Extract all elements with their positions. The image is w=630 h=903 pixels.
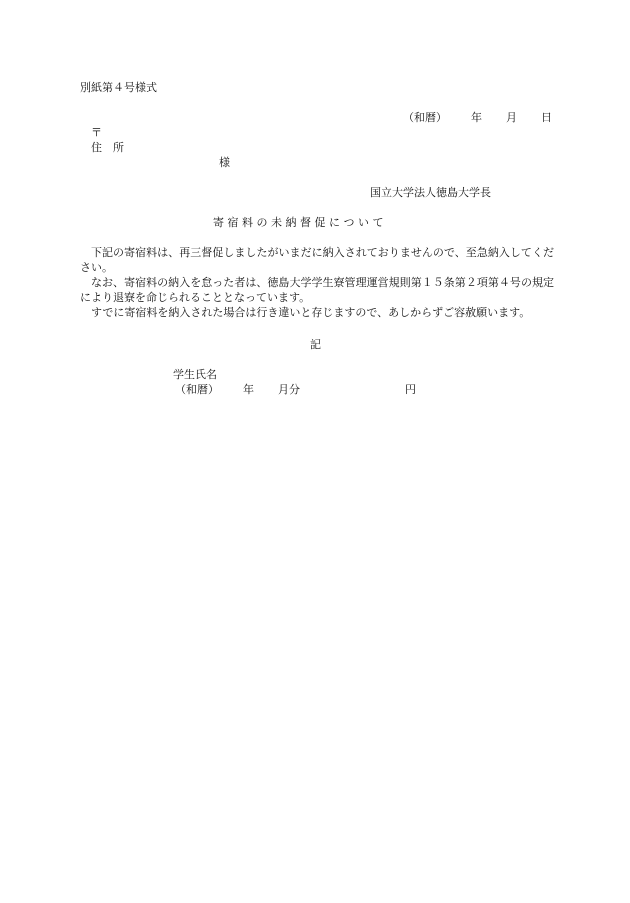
document-title: 寄 宿 料 の 未 納 督 促 に つ い て [213, 216, 384, 229]
fee-era: （和暦） [175, 383, 219, 396]
postal-mark: 〒 [91, 126, 102, 139]
body-paragraph-2: なお、寄宿料の納入を怠った者は、徳島大学学生寮管理運営規則第１５条第２項第４号の規定により退寮を命じられることとなっています。 [80, 276, 554, 304]
student-name-label: 学生氏名 [173, 368, 217, 381]
address-label: 住 所 [91, 141, 124, 154]
fee-month-portion: 月分 [278, 383, 300, 396]
date-era: （和暦） [403, 111, 447, 124]
date-year: 年 [471, 111, 482, 124]
body-paragraph-1: 下記の寄宿料は、再三督促しましたがいまだに納入されておりませんので、至急納入してください。 [80, 246, 554, 274]
body-paragraph-3: すでに寄宿料を納入された場合は行き違いと存じますので、あしからずご容赦願います。 [91, 306, 531, 319]
fee-yen: 円 [405, 383, 416, 396]
honorific: 様 [219, 156, 230, 169]
form-label: 別紙第４号様式 [80, 81, 157, 94]
date-month: 月 [506, 111, 517, 124]
date-day: 日 [541, 111, 552, 124]
sender: 国立大学法人徳島大学長 [370, 186, 491, 199]
fee-year: 年 [243, 383, 254, 396]
ki-heading: 記 [310, 338, 321, 351]
